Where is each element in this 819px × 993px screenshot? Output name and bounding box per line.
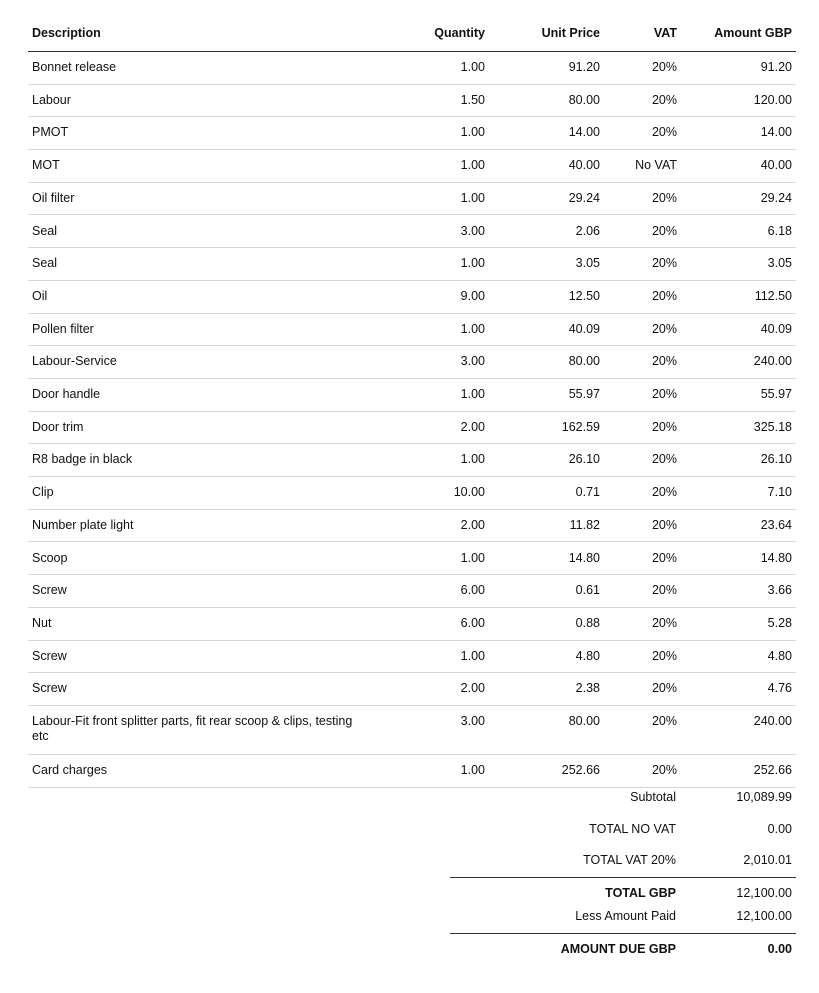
total-vat-value: 2,010.01 (743, 853, 792, 867)
item-vat: 20% (651, 419, 677, 434)
amount-due-label: AMOUNT DUE GBP (560, 942, 676, 956)
item-unit-price: 162.59 (561, 419, 600, 434)
item-unit-price: 11.82 (569, 517, 600, 532)
item-amount: 3.66 (767, 583, 792, 598)
item-amount: 240.00 (753, 354, 792, 369)
item-amount: 7.10 (767, 485, 792, 500)
item-description: Labour-Service (32, 354, 117, 369)
table-row (28, 477, 796, 510)
item-quantity: 2.00 (460, 517, 485, 532)
item-description: Seal (32, 256, 58, 271)
table-row (28, 379, 796, 412)
item-quantity: 3.00 (460, 223, 485, 238)
table-row (28, 641, 796, 674)
table-row (28, 543, 796, 576)
item-amount: 252.66 (753, 763, 792, 777)
item-quantity: 1.00 (460, 550, 485, 565)
table-row (28, 444, 796, 477)
item-amount: 240.00 (753, 714, 792, 728)
item-quantity: 2.00 (460, 681, 485, 696)
item-vat: 20% (651, 256, 677, 271)
amount-paid-value: 12,100.00 (736, 909, 792, 923)
item-quantity: 6.00 (460, 615, 485, 630)
item-quantity: 9.00 (460, 288, 485, 303)
item-unit-price: 26.10 (568, 452, 600, 467)
item-vat: 20% (651, 321, 677, 336)
item-amount: 91.20 (760, 60, 792, 74)
item-description: Oil (32, 288, 48, 303)
item-amount: 120.00 (753, 92, 792, 107)
table-row (28, 314, 796, 347)
item-vat: 20% (651, 681, 677, 696)
item-unit-price: 252.66 (561, 763, 600, 777)
item-description: Screw (32, 681, 67, 696)
item-description: Labour-Fit front splitter parts, fit rear scoop & clips, testing etc (32, 714, 353, 743)
item-unit-price: 29.24 (568, 190, 600, 205)
item-description: Screw (32, 583, 67, 598)
item-description: Screw (32, 648, 67, 663)
table-row (28, 346, 796, 379)
amount-due-value: 0.00 (767, 942, 792, 956)
item-quantity: 1.00 (460, 158, 485, 173)
table-row (28, 248, 796, 281)
item-description: Door handle (32, 387, 101, 401)
item-quantity: 3.00 (460, 714, 485, 728)
item-unit-price: 80.00 (568, 714, 600, 728)
table-row (28, 510, 796, 543)
table-row (28, 150, 796, 183)
item-amount: 6.18 (767, 223, 792, 238)
table-row (28, 575, 796, 608)
item-unit-price: 0.71 (575, 485, 600, 500)
item-vat: 20% (651, 190, 677, 205)
item-amount: 325.18 (753, 419, 792, 434)
item-amount: 14.80 (760, 550, 792, 565)
item-unit-price: 55.97 (568, 387, 600, 401)
item-quantity: 3.00 (460, 354, 485, 369)
item-amount: 4.80 (767, 648, 792, 663)
item-description: R8 badge in black (32, 452, 133, 467)
total-gbp-value: 12,100.00 (736, 886, 792, 900)
item-unit-price: 2.38 (575, 681, 600, 696)
total-divider (450, 877, 796, 878)
item-quantity: 1.00 (460, 387, 485, 401)
item-unit-price: 14.80 (568, 550, 600, 565)
table-header (28, 18, 796, 52)
item-description: Nut (32, 615, 52, 630)
item-amount: 29.24 (760, 190, 792, 205)
item-unit-price: 80.00 (568, 354, 600, 369)
item-vat: 20% (651, 125, 677, 140)
item-description: Card charges (32, 763, 108, 777)
table-row (28, 117, 796, 150)
table-row (28, 183, 796, 216)
item-vat: 20% (651, 615, 677, 630)
item-vat: 20% (651, 550, 677, 565)
table-row (28, 706, 796, 755)
item-vat: 20% (651, 763, 677, 777)
item-amount: 40.00 (760, 158, 792, 173)
total-no-vat-value: 0.00 (767, 822, 792, 836)
item-unit-price: 2.06 (575, 223, 600, 238)
item-quantity: 1.00 (460, 321, 485, 336)
item-unit-price: 40.09 (568, 321, 600, 336)
item-quantity: 2.00 (460, 419, 485, 434)
table-row (28, 673, 796, 706)
item-quantity: 1.00 (460, 60, 485, 74)
item-vat: 20% (651, 648, 677, 663)
item-description: Oil filter (32, 190, 75, 205)
item-unit-price: 0.88 (575, 615, 600, 630)
subtotal-label: Subtotal (630, 790, 676, 804)
item-vat: No VAT (635, 158, 677, 173)
item-unit-price: 40.00 (568, 158, 600, 173)
amount-due-divider (450, 933, 796, 934)
item-unit-price: 0.61 (575, 583, 600, 598)
item-quantity: 6.00 (460, 583, 485, 598)
item-description: Seal (32, 223, 58, 238)
item-amount: 14.00 (760, 125, 792, 140)
header-description: Description (32, 26, 101, 40)
item-description: Clip (32, 485, 54, 500)
item-description: Number plate light (32, 517, 134, 532)
item-quantity: 1.00 (460, 763, 485, 777)
item-amount: 112.50 (754, 288, 792, 303)
item-quantity: 1.00 (460, 125, 485, 140)
item-quantity: 1.50 (460, 92, 485, 107)
item-amount: 5.28 (767, 615, 792, 630)
item-vat: 20% (651, 452, 677, 467)
table-row (28, 216, 796, 249)
item-quantity: 1.00 (460, 190, 485, 205)
item-quantity: 1.00 (460, 256, 485, 271)
total-vat-label: TOTAL VAT 20% (583, 853, 676, 867)
item-vat: 20% (651, 288, 677, 303)
item-unit-price: 3.05 (575, 256, 600, 271)
table-row (28, 755, 796, 788)
item-vat: 20% (651, 60, 677, 74)
header-amount: Amount GBP (714, 26, 792, 40)
item-quantity: 10.00 (453, 485, 485, 500)
item-unit-price: 4.80 (575, 648, 600, 663)
item-amount: 26.10 (760, 452, 792, 467)
header-unit-price: Unit Price (541, 26, 600, 40)
item-vat: 20% (651, 485, 677, 500)
table-row (28, 52, 796, 85)
item-description: Door trim (32, 419, 84, 434)
total-gbp-label: TOTAL GBP (605, 886, 676, 900)
item-vat: 20% (651, 387, 677, 401)
item-vat: 20% (651, 583, 677, 598)
item-amount: 55.97 (760, 387, 792, 401)
item-quantity: 1.00 (460, 452, 485, 467)
item-vat: 20% (651, 517, 677, 532)
header-quantity: Quantity (434, 26, 485, 40)
item-unit-price: 14.00 (568, 125, 600, 140)
table-row (28, 281, 796, 314)
item-quantity: 1.00 (460, 648, 485, 663)
item-vat: 20% (651, 92, 677, 107)
amount-paid-label: Less Amount Paid (575, 909, 676, 923)
item-description: Bonnet release (32, 60, 117, 74)
table-row (28, 608, 796, 641)
item-vat: 20% (651, 354, 677, 369)
item-description: Scoop (32, 550, 68, 565)
table-row (28, 412, 796, 445)
total-no-vat-label: TOTAL NO VAT (589, 822, 676, 836)
subtotal-value: 10,089.99 (736, 790, 792, 804)
item-amount: 40.09 (760, 321, 792, 336)
item-amount: 3.05 (767, 256, 792, 271)
item-description: Pollen filter (32, 321, 94, 336)
header-vat: VAT (653, 26, 677, 40)
item-amount: 4.76 (767, 681, 792, 696)
table-row (28, 85, 796, 118)
item-amount: 23.64 (760, 517, 792, 532)
item-description: Labour (32, 92, 71, 107)
item-vat: 20% (651, 223, 677, 238)
item-unit-price: 91.20 (568, 60, 600, 74)
item-description: PMOT (32, 125, 69, 140)
item-unit-price: 80.00 (568, 92, 600, 107)
item-description: MOT (32, 158, 60, 173)
item-unit-price: 12.50 (568, 288, 600, 303)
item-vat: 20% (651, 714, 677, 728)
